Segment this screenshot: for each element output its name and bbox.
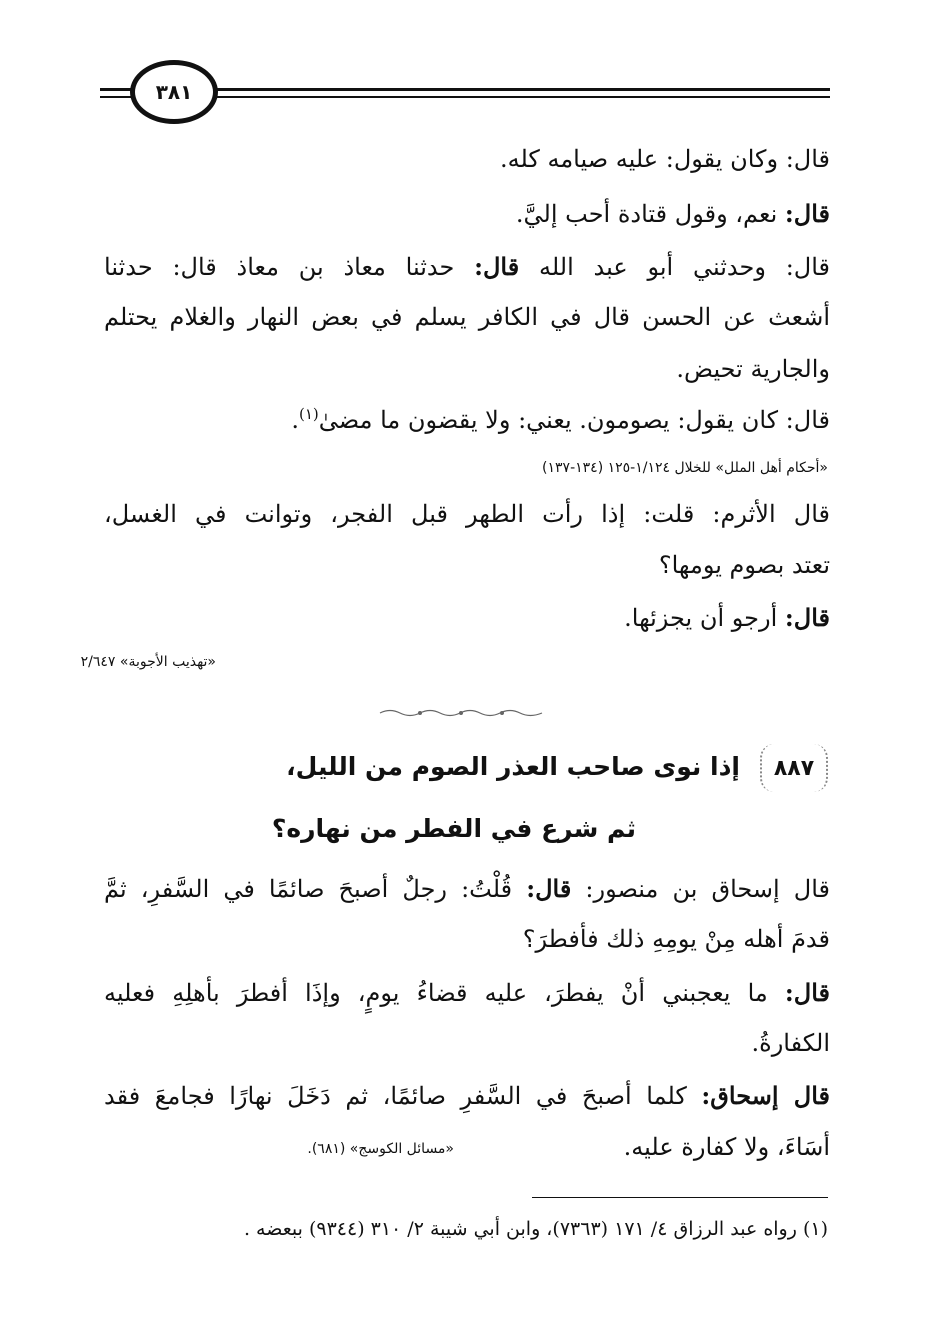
page-number: ٣٨١ [130, 60, 218, 124]
line-text: قال: وحدثني أبو عبد الله [519, 253, 830, 281]
text-line [104, 1029, 830, 1057]
speaker-label: قال: [784, 603, 830, 632]
source-citation: «مسائل الكوسج» (٦٨١). [307, 1141, 454, 1157]
text-line [104, 925, 830, 953]
line-text: الكفارةُ. [751, 1029, 830, 1057]
line-text: حدثنا معاذ بن معاذ قال: حدثنا [104, 253, 475, 281]
text-line [104, 978, 830, 1007]
line-text: ما يعجبني أنْ يفطرَ، عليه قضاءُ يومٍ، وإذَا أفطرَ بأهلِهِ فعليه [104, 979, 785, 1007]
line-text: أرجو أن يجزئها. [624, 604, 785, 632]
ornament-divider-icon [378, 708, 544, 718]
source-citation: «أحكام أهل الملل» للخلال ١/١٢٤-١٢٥ (١٣٤-١٣٧) [542, 460, 828, 476]
text-line [104, 405, 830, 434]
line-text: كلما أصبحَ في السَّفرِ صائمًا، ثم دَخَلَ نهارًا فجامعَ فقد [104, 1082, 702, 1110]
footnote-marker: (١) [299, 405, 319, 423]
text-line [104, 1081, 830, 1110]
line-text: قال الأثرم: قلت: إذا رأت الطهر قبل الفجر، وتوانت في الغسل، [104, 500, 830, 528]
line-text: نعم، وقول قتادة أحب إليَّ. [515, 200, 785, 228]
text-line [104, 500, 830, 528]
text-line [104, 874, 830, 903]
speaker-label: قال: [474, 252, 520, 281]
issue-number: ٨٨٧ [760, 744, 828, 792]
text-line [104, 303, 830, 331]
line-text: قال: وكان يقول: عليه صيامه كله. [499, 145, 830, 173]
line-text: تعتد بصوم يومها؟ [658, 551, 830, 579]
section-title-line2: ثم شرع في الفطر من نهاره؟ [271, 814, 636, 843]
text-line [104, 1133, 830, 1161]
text-line [104, 355, 830, 383]
line-text: قال إسحاق بن منصور: [571, 875, 831, 903]
speaker-label: قال: [526, 874, 572, 903]
text-line [104, 551, 830, 579]
line-text: . [291, 406, 299, 434]
line-text: والجارية تحيض. [676, 355, 830, 383]
line-text: قال: كان يقول: يصومون. يعني: ولا يقضون ما مضىٰ [318, 406, 830, 434]
text-line [104, 199, 830, 228]
footnote-text: (١) رواه عبد الرزاق ٤/ ١٧١ (٧٣٦٣)، وابن أبي شيبة ٢/ ٣١٠ (٩٣٤٤) ببعضه . [243, 1218, 828, 1240]
speaker-label: قال: [784, 199, 830, 228]
text-line [104, 252, 830, 281]
ornament-divider [378, 708, 544, 718]
speaker-label: قال: [784, 978, 830, 1007]
page-header [100, 56, 830, 126]
footnote-separator [532, 1197, 828, 1198]
speaker-label: قال إسحاق: [701, 1081, 831, 1110]
line-text: أسَاءَ، ولا كفارة عليه. [623, 1133, 830, 1161]
line-text: أشعث عن الحسن قال في الكافر يسلم في بعض النهار والغلام يحتلم [104, 303, 830, 331]
line-text: قُلْتُ: رجلٌ أصبحَ صائمًا في السَّفرِ، ثمَّ [104, 875, 527, 903]
text-line [104, 145, 830, 173]
source-citation: «تهذيب الأجوبة» ٢/٦٤٧ [80, 654, 216, 670]
line-text: قدمَ أهله مِنْ يومِهِ ذلك فأفطرَ؟ [522, 925, 830, 953]
text-line [104, 603, 830, 632]
section-title-line1: إذا نوى صاحب العذر الصوم من الليل، [286, 752, 740, 781]
